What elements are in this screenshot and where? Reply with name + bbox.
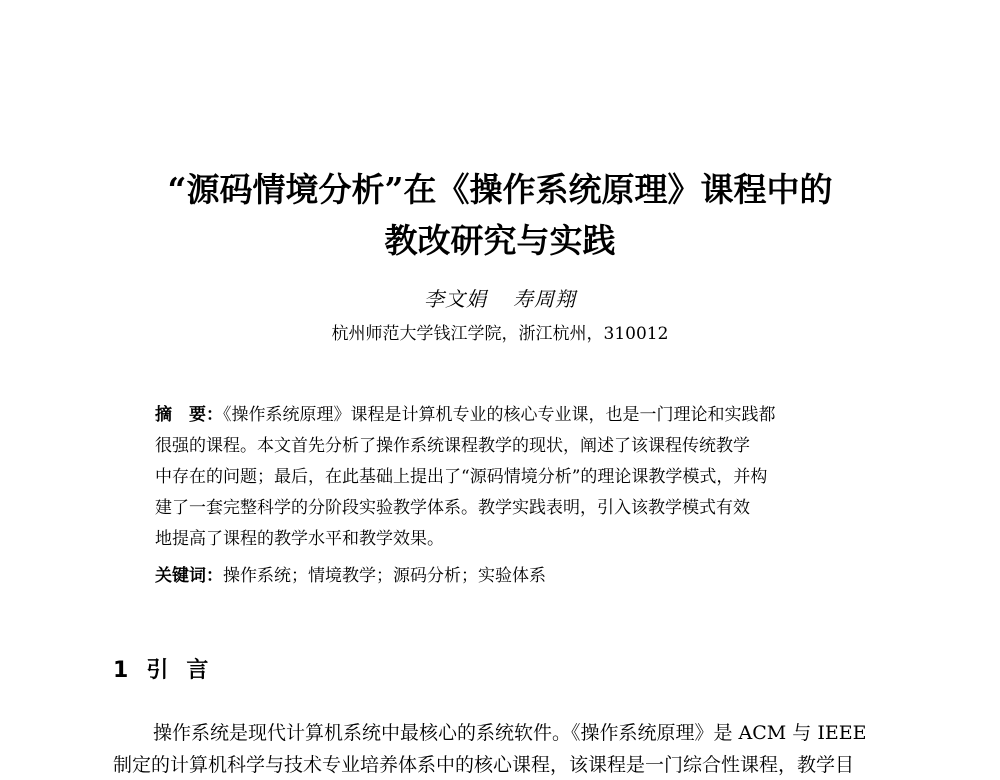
paper-title-line-1: “源码情境分析”在《操作系统原理》课程中的 xyxy=(167,170,833,209)
abstract-line: 地提高了课程的教学水平和教学效果。 xyxy=(155,529,444,549)
abstract-line: 很强的课程。本文首先分析了操作系统课程教学的现状，阐述了该课程传统教学 xyxy=(155,436,750,456)
section-title-char: 言 xyxy=(186,658,209,683)
section-title-char: 引 xyxy=(146,658,169,683)
abstract-line xyxy=(155,400,860,431)
author-name: 寿周翔 xyxy=(513,287,576,311)
abstract-block xyxy=(155,400,860,555)
abstract-line: 建了一套完整科学的分阶段实验教学体系。教学实践表明，引入该教学模式有效 xyxy=(155,498,750,518)
author-affiliation: 杭州师范大学钱江学院，浙江杭州，310012 xyxy=(331,324,669,344)
author-list xyxy=(0,285,1000,313)
keywords-block xyxy=(155,563,860,589)
paper-title-line-2: 教改研究与实践 xyxy=(384,221,616,260)
abstract-line: 中存在的问题；最后，在此基础上提出了“源码情境分析”的理论课教学模式，并构 xyxy=(155,467,768,487)
section-number: 1 xyxy=(113,658,129,683)
section-heading xyxy=(113,656,208,686)
body-line: 操作系统是现代计算机系统中最核心的系统软件。《操作系统原理》是 ACM 与 IEEE xyxy=(153,722,867,744)
abstract-label: 摘 要： xyxy=(155,405,223,425)
abstract-text: 《操作系统原理》课程是计算机专业的核心专业课，也是一门理论和实践都 xyxy=(223,405,776,425)
keywords-text: 操作系统；情境教学；源码分析；实验体系 xyxy=(223,566,546,586)
body-paragraph xyxy=(113,718,903,776)
keywords-label: 关键词： xyxy=(155,566,223,586)
body-line-cut-off: 制定的计算机科学与技术专业培养体系中的核心课程，该课程是一门综合性课程，教学目 xyxy=(113,754,855,776)
author-name: 李文娟 xyxy=(424,287,487,311)
